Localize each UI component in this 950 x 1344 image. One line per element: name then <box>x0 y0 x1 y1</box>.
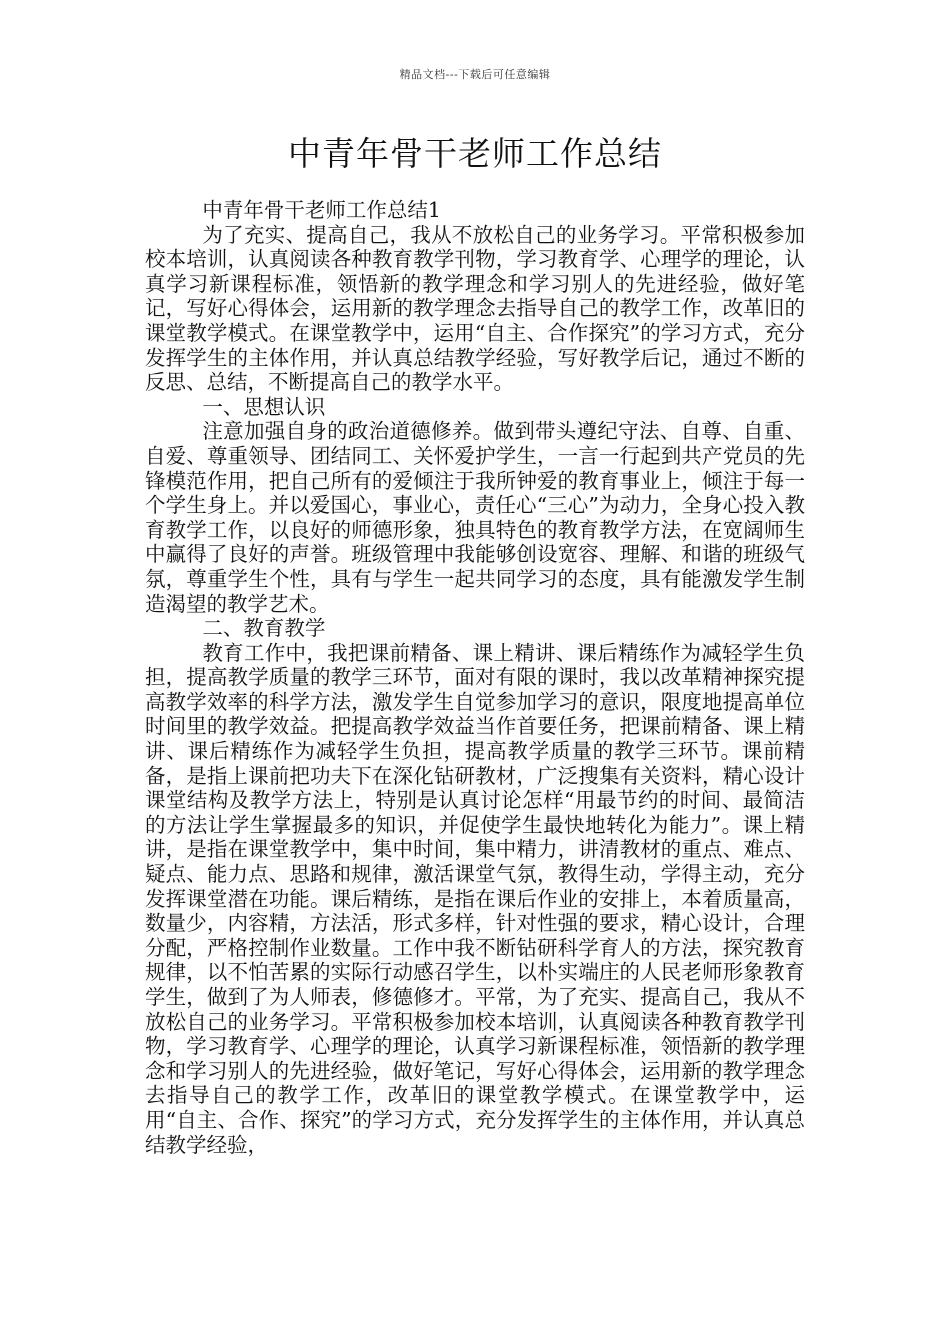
header-note: 精品文档---下载后可任意编辑 <box>399 68 551 81</box>
section-heading-thought: 一、思想认识 <box>202 394 326 419</box>
paragraph-intro: 为了充实、提高自己，我从不放松自己的业务学习。平常积极参加校本培训，认真阅读各种教育教学刊物，学习教育学、心理学的理论，认真学习新课程标准，领悟新的教学理念和学习别人的先进经验，做好笔记，写好心得体会，运用新的教学理念去指导自己的教学工作，改革旧的课堂教学模式。在课堂教学中，运用“自主、合作探究”的学习方式，充分发挥学生的主体作用，并认真总结教学经验，写好教学后记，通过不断的反思、总结，不断提高自己的教学水平。 <box>145 222 805 395</box>
document-title: 中青年骨干老师工作总结 <box>288 134 662 173</box>
paragraph-teaching: 教育工作中，我把课前精备、课上精讲、课后精练作为减轻学生负担，提高教学质量的教学三环节，面对有限的课时，我以改革精神探究提高教学效率的科学方法，激发学生自觉参加学习的意识，限度地提高单位时间里的教学效益。把提高教学效益当作首要任务，把课前精备、课上精讲、课后精练作为减轻学生负担，提高教学质量的教学三环节。课前精备，是指上课前把功夫下在深化钻研教材，广泛搜集有关资料，精心设计课堂结构及教学方法上，特别是认真讨论怎样“用最节约的时间、最简洁的方法让学生掌握最多的知识，并促使学生最快地转化为能力”。课上精讲，是指在课堂教学中，集中时间，集中精力，讲清教材的重点、难点、疑点、能力点、思路和规律，激活课堂气氛，教得生动，学得主动，充分发挥课堂潜在功能。课后精练，是指在课后作业的安排上，本着质量高，数量少，内容精，方法活，形式多样，针对性强的要求，精心设计，合理分配，严格控制作业数量。工作中我不断钻研科学育人的方法，探究教育规律，以不怕苦累的实际行动感召学生，以朴实端庄的人民老师形象教育学生，做到了为人师表，修德修才。平常，为了充实、提高自己，我从不放松自己的业务学习。平常积极参加校本培训，认真阅读各种教育教学刊物，学习教育学、心理学的理论，认真学习新课程标准，领悟新的教学理念和学习别人的先进经验，做好笔记，写好心得体会，运用新的教学理念去指导自己的教学工作，改革旧的课堂教学模式。在课堂教学中，运用“自主、合作、探究”的学习方式，充分发挥学生的主体作用，并认真总结教学经验， <box>145 640 805 1157</box>
document-body <box>145 198 805 1157</box>
section-heading-1: 中青年骨干老师工作总结1 <box>202 198 441 222</box>
paragraph-thought: 注意加强自身的政治道德修养。做到带头遵纪守法、自尊、自重、自爱、尊重领导、团结同工、关怀爱护学生，一言一行起到共产党员的先锋模范作用，把自己所有的爱倾注于我所钟爱的教育事业上，倾注于每一个学生身上。并以爱国心，事业心，责任心“三心”为动力，全身心投入教育教学工作，以良好的师德形象，独具特色的教育教学方法，在宽阔师生中赢得了良好的声誉。班级管理中我能够创设宽容、理解、和谐的班级气氛，尊重学生个性，具有与学生一起共同学习的态度，具有能激发学生制造渴望的教学艺术。 <box>145 419 805 616</box>
section-heading-teaching: 二、教育教学 <box>202 616 326 641</box>
